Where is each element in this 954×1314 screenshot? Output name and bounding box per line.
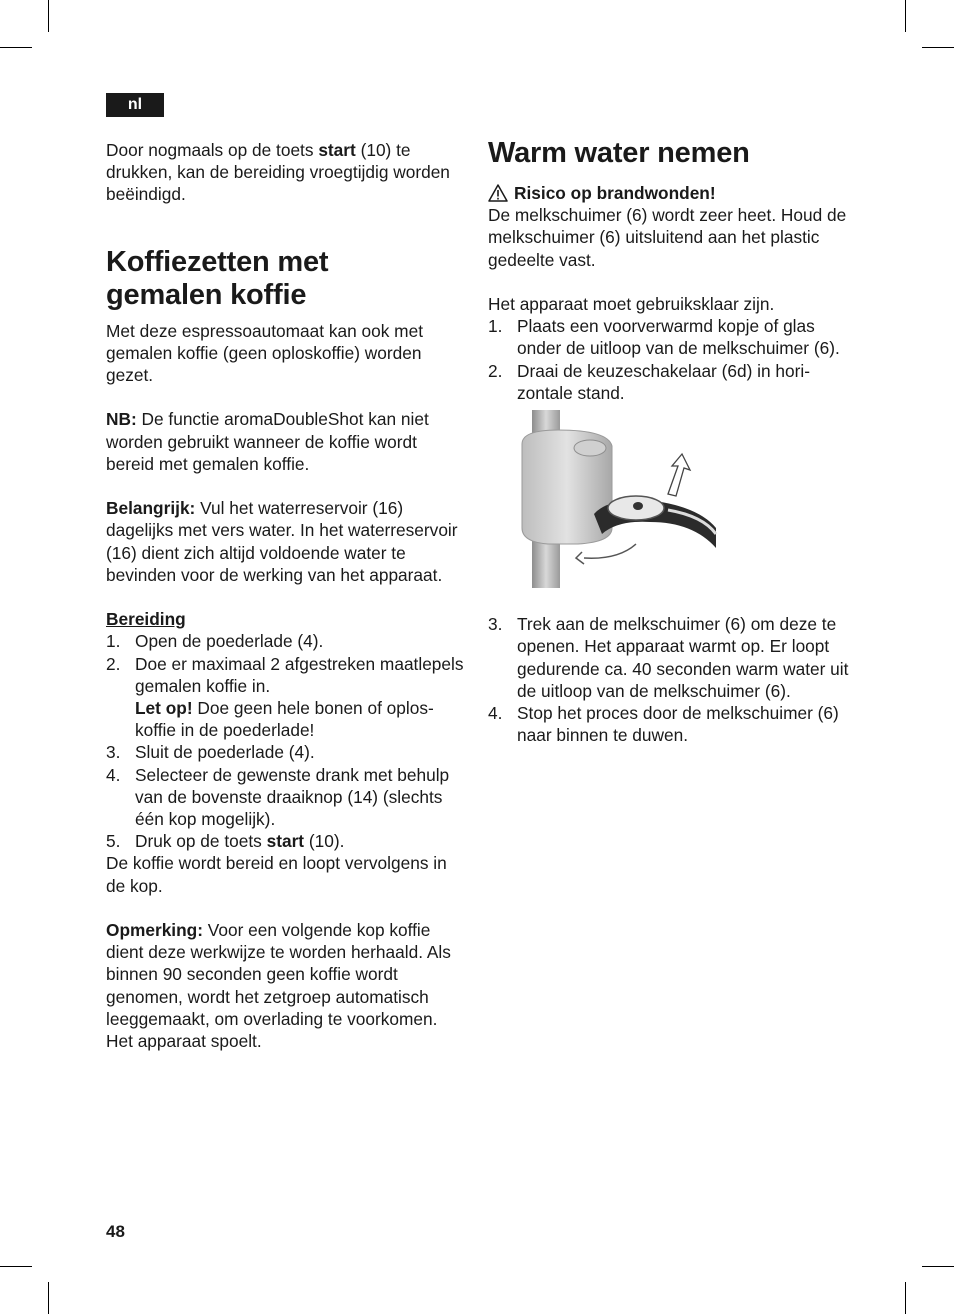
bereiding-steps <box>106 630 468 852</box>
crop-mark <box>905 0 906 32</box>
list-item: 1. Plaats een voorverwarmd kopje of glas onder de uitloop van de melkschuimer (6). <box>488 316 840 359</box>
list-item: 5. Druk op de toets start (10). <box>106 831 345 852</box>
list-item: 2. Draai de keuzeschakelaar (6d) in horizontale stand. <box>488 360 810 403</box>
milk-frother-illustration <box>518 410 718 588</box>
ground-coffee-intro: Met deze espressoautomaat kan ook met gemalen koffie (geen oploskoffie) worden gezet. <box>106 320 423 386</box>
language-tab: nl <box>106 93 164 117</box>
list-item: 3. Sluit de poederlade (4). <box>106 742 315 763</box>
prerequisite: Het apparaat moet gebruiksklaar zijn. <box>488 294 775 314</box>
crop-mark <box>922 1266 954 1267</box>
page-number: 48 <box>106 1222 125 1241</box>
warm-water-steps-a <box>488 315 850 404</box>
list-item: 4. Selecteer de gewenste drank met behulp van de bovenste draaiknop (14) (slechts één kop mogelijk). <box>106 764 450 830</box>
crop-mark <box>48 1282 49 1314</box>
warning-triangle-icon <box>488 184 508 202</box>
list-item: 4. Stop het proces door de melkschuimer (6) naar binnen te duwen. <box>488 703 839 746</box>
crop-mark <box>905 1282 906 1314</box>
remark-note: Opmerking: Voor een volgende kop koffie dient deze werkwijze te worden herhaald. Als binnen 90 seconden geen koffie wordt genomen, wordt het zetgroep automatisch leeggemaakt, om overlading te voorkomen. Het apparaat spoelt. <box>106 920 451 1052</box>
bereiding-title: Bereiding <box>106 609 186 630</box>
crop-mark <box>0 1266 32 1267</box>
left-column <box>106 139 468 1052</box>
list-item: 2. Doe er maximaal 2 afgestreken maatlepels gemalen koffie in. Let op! Doe geen hele bonen of oploskoffie in de poederlade! <box>106 653 464 741</box>
section-heading-ground-coffee: Koffiezetten met gemalen koffie <box>106 245 329 311</box>
nb-note: NB: De functie aromaDoubleShot kan niet worden gebruikt wanneer de koffie wordt bereid met gemalen koffie. <box>106 409 429 474</box>
crop-mark <box>922 47 954 48</box>
important-note: Belangrijk: Vul het waterreservoir (16) dagelijks met vers water. In het waterreservoir (16) dient zich altijd voldoende water te bevinden voor de werking van het apparaat. <box>106 498 458 585</box>
crop-mark <box>48 0 49 32</box>
section-heading-warm-water: Warm water nemen <box>488 137 750 169</box>
result-text: De koffie wordt bereid en loopt vervolgens in de kop. <box>106 853 447 896</box>
warning-text: De melkschuimer (6) wordt zeer heet. Houd de melkschuimer (6) uitsluitend aan het plastic gedeelte vast. <box>488 205 847 270</box>
warm-water-steps-b <box>488 613 850 746</box>
list-item: 1. Open de poederlade (4). <box>106 631 324 652</box>
right-column <box>488 139 850 746</box>
warning-title: Risico op brandwonden! <box>488 182 850 204</box>
crop-mark <box>0 47 32 48</box>
list-item: 3. Trek aan de melkschuimer (6) om deze te openen. Het apparaat warmt op. Er loopt gedurende ca. 40 seconden warm water uit de uitloop van de melkschuimer (6). <box>488 614 849 701</box>
intro-paragraph: Door nogmaals op de toets start (10) te drukken, kan de bereiding vroegtijdig worden beëindigd. <box>106 140 450 205</box>
